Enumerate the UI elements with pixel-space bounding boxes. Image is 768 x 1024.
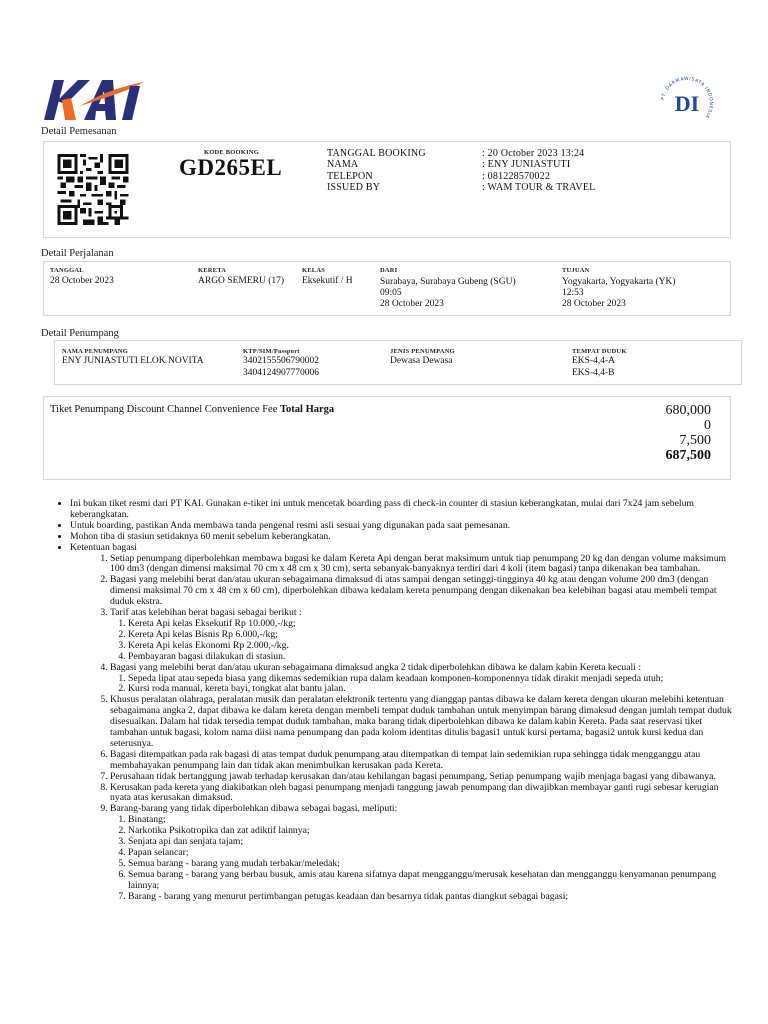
booking-date-label: TANGGAL BOOKING — [327, 148, 426, 159]
class-label: KELAS — [302, 267, 326, 274]
passenger-type-label: JENIS PENUMPANG — [390, 348, 455, 355]
class-value: Eksekutif / H — [302, 276, 353, 286]
kai-logo — [40, 74, 146, 122]
booking-name-label: NAMA — [327, 159, 359, 171]
to-label: TUJUAN — [562, 267, 590, 274]
passenger-name-label: NAMA PENUMPANG — [62, 348, 129, 355]
note-item — [70, 543, 734, 903]
passenger-id-label: KTP/SIM/Passport — [243, 348, 300, 355]
trip-date-label: TANGGAL — [50, 267, 84, 274]
exception-item: 2. Kursi roda manual, kereta bayi, tongkat alat bantu jalan. — [128, 684, 734, 695]
passenger-id-2: 3404124907770006 — [243, 368, 319, 378]
from-station: Surabaya, Surabaya Gubeng (SGU) — [380, 277, 516, 287]
convenience-fee: 7,500 — [679, 433, 711, 448]
seat-1: EKS-4,4-A — [572, 356, 616, 366]
baggage-rules-list — [70, 554, 734, 903]
total-price: 687,500 — [665, 448, 711, 463]
from-date: 28 October 2023 — [380, 299, 444, 309]
ticket-price: 680,000 — [665, 403, 711, 418]
di-logo-text: DI — [674, 91, 700, 116]
rule-text: Barang-barang yang tidak diperbolehkan dibawa sebagai bagasi, meliputi: — [110, 803, 398, 815]
booking-code: GD265EL — [179, 155, 283, 180]
tariff-item: 3. Kereta Api kelas Ekonomi Rp 2.000,-/kg. — [128, 641, 734, 652]
tariff-list — [110, 619, 734, 663]
passenger-type: Dewasa Dewasa — [390, 356, 453, 366]
rule-item — [110, 804, 734, 902]
booking-info — [327, 148, 727, 193]
rule-item: 1. Setiap penumpang diperbolehkan membawa bagasi ke dalam Kereta Api dengan berat maksimum untuk tiap penumpang 20 kg dan dengan volume maksimum 100 dm3 (dengan dimensi maksimal 70 cm x 48 cm x 30 cm), serta sebanyak-banyaknya terdiri dari 4 koli (item bagasi) tanpa dikenakan bea tambahan. — [110, 554, 734, 576]
di-logo — [658, 74, 716, 132]
qr-code — [55, 154, 131, 225]
train-name: ARGO SEMERU (17) — [198, 276, 285, 286]
prohibited-item: 4. Papan selancar; — [128, 848, 734, 859]
from-time: 09:05 — [380, 288, 402, 298]
rule-item: 8. Kerusakan pada kereta yang diakibatkan oleh bagasi penumpang menjadi tanggung jawab penumpang dan diwajibkan membayar ganti rugi sebesar kerugian nyata atas kerusakan dimaksud. — [110, 783, 734, 805]
prohibited-item: 5. Semua barang - barang yang mudah terbakar/meledak; — [128, 859, 734, 870]
rule-item: 6. Bagasi ditempatkan pada rak bagasi di atas tempat duduk penumpang atau ditempatkan di tempat lain sedemikian rupa sehingga tidak mengganggu atau membahayakan penumpang lain dan tidak akan menimbulkan kerusakan pada Kereta. — [110, 750, 734, 772]
rule-item: 2. Bagasi yang melebihi berat dan/atau ukuran sebagaimana dimaksud di atas sampai dengan setinggi-tingginya 40 kg atau dengan volume 200 dm3 (dengan dimensi maksimal 70 cm x 48 cm x 60 cm), diperbolehkan dibawa kedalam kereta penumpang dengan dikenakan bea kelebihan bagasi atau membeli tempat duduk ekstra. — [110, 575, 734, 608]
prohibited-item: 3. Senjata api dan senjata tajam; — [128, 837, 734, 848]
from-label: DARI — [380, 267, 398, 274]
booking-section-title: Detail Pemesanan — [41, 126, 117, 137]
prohibited-item: 7. Barang - barang yang menurut pertimbangan petugas keadaan dan besarnya tidak pantas diangkut sebagai bagasi; — [128, 892, 734, 903]
tariff-item: 4. Pembayaran bagasi dilakukan di stasiun. — [128, 652, 734, 663]
booking-name-value: : ENY JUNIASTUTI — [482, 159, 571, 171]
rule-text: Tarif atas kelebihan berat bagasi sebagai berikut : — [110, 607, 302, 619]
exception-list — [110, 674, 734, 696]
price-labels — [50, 404, 334, 415]
rule-item — [110, 608, 734, 663]
di-logo-ring-text: PT. DARMAWISATA INDONESIA — [661, 76, 714, 119]
to-time: 12:53 — [562, 288, 584, 298]
price-item-labels: Tiket Penumpang Discount Channel Convenience Fee — [50, 404, 278, 415]
exception-item: 1. Sepeda lipat atau sepeda biasa yang dikemas sedemikian rupa dalam keadaan komponen-komponennya tidak dirakit menjadi sepeda utuh; — [128, 674, 734, 685]
seat-2: EKS-4,4-B — [572, 368, 615, 378]
note-item: • Mohon tiba di stasiun setidaknya 60 menit sebelum keberangkatan. — [70, 532, 734, 543]
note-item: • Ini bukan tiket resmi dari PT KAI. Gunakan e-tiket ini untuk mencetak boarding pass di check-in counter di stasiun keberangkatan, mulai dari 7x24 jam sebelum keberangkatan. — [70, 499, 734, 521]
booking-date-value: : 20 October 2023 13:24 — [482, 148, 585, 159]
rule-item: 7. Perusahaan tidak bertanggung jawab terhadap kerusakan dan/atau kehilangan bagasi penumpang, Setiap penumpang wajib menjaga bagasi yang dibawanya. — [110, 772, 734, 783]
passenger-name: ENY JUNIASTUTI ELOK NOVITA — [62, 356, 204, 366]
baggage-rules-title: Ketentuan bagasi — [70, 541, 137, 553]
passenger-id-1: 3402155506790002 — [243, 356, 319, 366]
seat-label: TEMPAT DUDUK — [572, 348, 627, 355]
rule-item — [110, 663, 734, 696]
to-station: Yogyakarta, Yogyakarta (YK) — [562, 277, 676, 287]
trip-section-title: Detail Perjalanan — [41, 248, 114, 259]
prohibited-list — [110, 815, 734, 902]
rule-text: Bagasi yang melebihi berat dan/atau ukuran sebagaimana dimaksud angka 2 tidak diperbolehkan dibawa ke dalam kabin Kereta kecuali : — [110, 661, 642, 673]
note-item: • Untuk boarding, pastikan Anda membawa tanda pengenal resmi asli sesuai yang digunakan pada saat pemesanan. — [70, 521, 734, 532]
prohibited-item: 1. Binatang; — [128, 815, 734, 826]
rule-item: 5. Khusus peralatan olahraga, peralatan musik dan peralatan elektronik tertentu yang dianggap pantas dibawa ke dalam kereta dengan ukuran melebihi ketentuan sebagaimana angka 2, dapat dibawa ke dalam kereta dengan membeli tempat duduk tambahan untuk menyimpan barang dimaksud dengan jumlah tempat duduk disesuaikan. Dalam hal tidak tersedia tempat duduk tambahan, maka barang tidak diperbolehkan dibawa ke dalam kabin Kereta. Pada saat reservasi tiket tambahan untuk bagasi, kolom nama diisi nama penumpang dan pada kolom identitas ditulis bagasi1 untuk kursi pertama, bagasi2 untuk kursi kedua dan seterusnya. — [110, 695, 734, 750]
terms-section — [54, 499, 734, 903]
booking-phone-value: : 081228570022 — [482, 170, 551, 182]
prohibited-item: 2. Narkotika Psikotropika dan zat adiktif lainnya; — [128, 826, 734, 837]
booking-phone-label: TELEPON — [327, 170, 373, 182]
train-label: KERETA — [198, 267, 227, 274]
booking-code-label: KODE BOOKING — [204, 149, 259, 156]
passenger-section-title: Detail Penumpang — [41, 328, 119, 339]
issued-by-label: ISSUED BY — [327, 181, 381, 193]
tariff-item: 2. Kereta Api kelas Bisnis Rp 6.000,-/kg; — [128, 630, 734, 641]
price-amounts — [666, 403, 712, 463]
to-date: 28 October 2023 — [562, 299, 626, 309]
notes-list — [54, 499, 734, 903]
tariff-item: 1. Kereta Api kelas Eksekutif Rp 10.000,-/kg; — [128, 619, 734, 630]
discount-amount: 0 — [704, 418, 711, 433]
issued-by-value: : WAM TOUR & TRAVEL — [482, 181, 596, 193]
total-price-label: Total Harga — [280, 404, 335, 415]
prohibited-item: 6. Semua barang - barang yang berbau busuk, amis atau karena sifatnya dapat mengganggu/merusak kesehatan dan mengganggu kenyamanan penumpang lainnya; — [128, 870, 734, 892]
trip-date: 28 October 2023 — [50, 276, 114, 286]
